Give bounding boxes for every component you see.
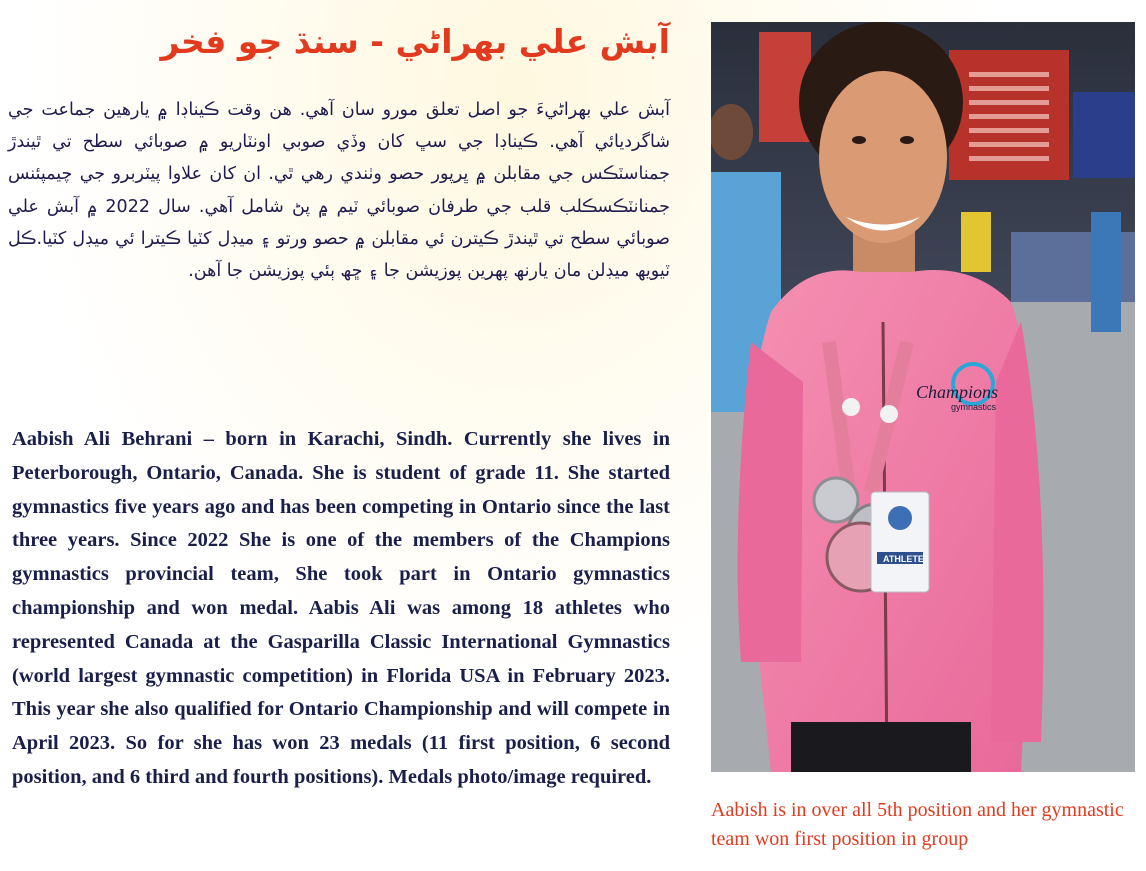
- jacket-logo-sub: gymnastics: [951, 402, 997, 412]
- badge-text: ATHLETE: [883, 554, 924, 564]
- background-person: [961, 212, 991, 272]
- photo-caption: Aabish is in over all 5th position and her gymnastic team won first position in group: [711, 799, 1124, 850]
- background-person: [711, 104, 753, 160]
- athlete-photo: [711, 22, 1135, 772]
- pants: [791, 722, 971, 772]
- jacket-logo: Champions: [916, 382, 999, 402]
- background-person: [1091, 212, 1121, 332]
- medal: [814, 478, 858, 522]
- urdu-title: آبش علي بھراڻي - سنڌ جو فخر: [160, 22, 670, 61]
- english-paragraph: Aabish Ali Behrani – born in Karachi, Sindh. Currently she lives in Peterborough, Ontario, Canada. She is student of grade 11. She started gymnastics five years ago and has been competing in Ontario since the last three years. Since 2022 She is one of the members of the Champions gymnastics provincial team, She took part in Ontario gymnastics championship and won medal. Aabis Ali was among 18 athletes who represented Canada at the Gasparilla Classic International Gymnastics (world largest gymnastic competition) in Florida USA in February 2023. This year she also qualified for Ontario Championship and will compete in April 2023. So for she has won 23 medals (11 first position, 6 second position, and 6 third and fourth positions). Medals photo/image required.: [12, 428, 670, 788]
- arena-screen: [1073, 92, 1135, 178]
- face: [819, 71, 947, 243]
- sindhi-paragraph: آبش علي بھراڻيءَ جو اصل تعلق مورو سان آھي. ھن وقت ڪيناڊا ۾ يارھين جماعت جي شاگرديائي آھي. ڪيناڊا جي سڀ کان وڏي صوبي اونٽاريو ۾ صوبائي سطح تي ٿيندڙ جمناسٽڪس جي مقابلن ۾ ڀرپور حصو وٺندي رھي ٿي. ان کان علاوا پيٽربرو جي چيمپئنس جمنانٽڪسڪلب قلب جي طرفان صوبائي ٽيم ۾ پڻ شامل آھي. سال 2022 ۾ آبش علي صوبائي سطح تي ٿيندڙ ڪيترن ئي مقابلن ۾ حصو ورتو ۽ ميڊل کٽيا ڪيترا ئي ميڊل کٽيا.ڪل ٽيويھ ميڊلن مان يارنھ پھرين پوزيشن جا ۽ ڇھ ٻئي پوزيشن جا آھن.: [8, 100, 670, 282]
